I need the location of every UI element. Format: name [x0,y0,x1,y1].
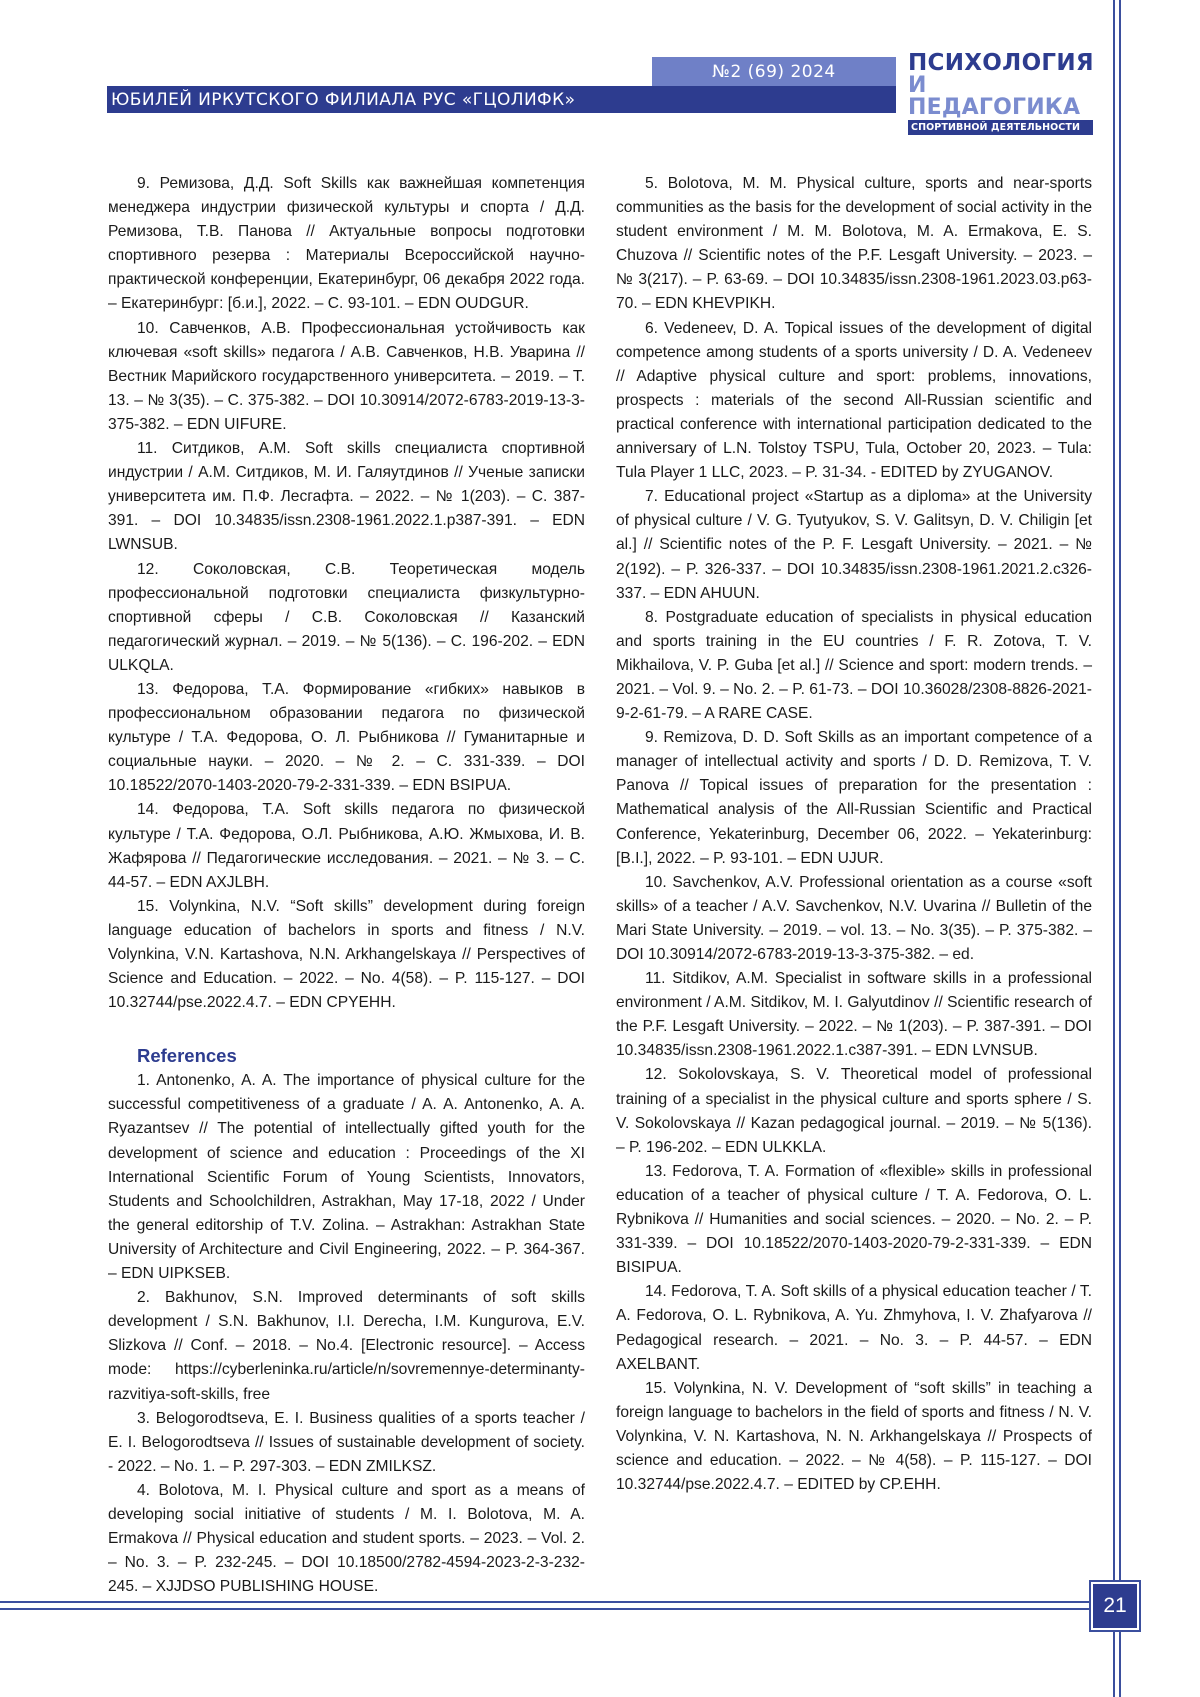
page-number: 21 [1091,1582,1139,1630]
reference-en-13: 13. Fedorova, T. A. Formation of «flexible» skills in professional education of a teacher of physical culture / T. A. Fedorova, O. L. Rybnikova // Humanities and social sciences. – 2020. – No. 2. – P. 331-339. – DOI 10.18522/2070-1403-2020-79-2-331-339. – EDN BISIPUA. [616,1162,1092,1277]
reference-en-11: 11. Sitdikov, A.M. Specialist in software skills in a professional environment / A.M. Sitdikov, M. I. Galyutdinov // Scientific research of the P.F. Lesgaft University. – 2022. – № 1(203). – P. 387-391. – DOI 10.34835/issn.2308-1961.2022.1.c387-391. – EDN LVNSUB. [616,970,1092,1060]
footer-rule-inner [0,1608,1091,1610]
reference-en-14: 14. Fedorova, T. A. Soft skills of a physical education teacher / T. A. Fedorova, O. L. Rybnikova, A. Yu. Zhmyhova, I. V. Zhafyarova // Pedagogical research. – 2021. – No. 3. – P. 44-57. – EDN AXELBANT. [616,1283,1092,1373]
reference-en-3: 3. Belogorodtseva, E. I. Business qualities of a sports teacher / E. I. Belogorodtseva // Issues of sustainable development of society. - 2022. – No. 1. – P. 297-303. – EDN ZMILKSZ. [108,1409,585,1475]
reference-ru-12: 12. Соколовская, С.В. Теоретическая модель профессиональной подготовки специалиста физкультурно-спортивной сферы / С.В. Соколовская // Казанский педагогический журнал. – 2019. – № 5(136). – С. 196-202. – EDN ULKQLA. [108,560,585,674]
reference-en-15: 15. Volynkina, N. V. Development of “soft skills” in teaching a foreign language to bachelors in the field of sports and fitness / N. V. Volynkina, V. N. Kartashova, N. N. Arkhangelskaya // Prospects of science and education. – 2022. – № 4(58). – P. 115-127. – DOI 10.32744/pse.2022.4.7. – EDITED by CP.EHH. [616,1379,1092,1494]
reference-ru-11: 11. Ситдиков, А.М. Soft skills специалиста спортивной индустрии / А.М. Ситдиков, М. И. Галяутдинов // Ученые записки университета им. П.Ф. Лесгафта. – 2022. – № 1(203). – С. 387-391. – DOI 10.34835/issn.2308-1961.2022.1.p387-391. – EDN LWNSUB. [108,440,585,554]
reference-en-9: 9. Remizova, D. D. Soft Skills as an important competence of a manager of intellectual activity and sports / D. D. Remizova, T. V. Panova // Topical issues of preparation for the presentation : Mathematical analysis of the All-Russian Scientific and Practical Conference, Yekaterinburg, December 06, 2022. – Yekaterinburg: [B.I.], 2022. – P. 93-101. – EDN UJUR. [616,729,1092,867]
reference-en-8: 8. Postgraduate education of specialists in physical education and sports training in the EU countries / F. R. Zotova, T. V. Mikhailova, V. P. Guba [et al.] // Science and sport: modern trends. – 2021. – Vol. 9. – No. 2. – P. 61-73. – DOI 10.36028/2308-8826-2021-9-2-61-79. – A RARE CASE. [616,608,1092,723]
reference-en-12: 12. Sokolovskaya, S. V. Theoretical model of professional training of a specialist in the physical culture and sports sphere / S. V. Sokolovskaya // Kazan pedagogical journal. – 2019. – № 5(136). – P. 196-202. – EDN ULKKLA. [616,1066,1092,1156]
reference-ru-10: 10. Савченков, А.В. Профессиональная устойчивость как ключевая «soft skills» педагога / А.В. Савченков, Н.В. Уварина // Вестник Марийского государственного университета. – 2019. – Т. 13. – № 3(35). – С. 375-382. – DOI 10.30914/2072-6783-2019-13-3-375-382. – EDN UIFURE. [108,319,585,433]
left-column [108,172,585,1599]
right-margin-rule [1113,0,1115,1697]
right-margin-rule-inner [1119,0,1121,1697]
reference-en-4: 4. Bolotova, M. I. Physical culture and sport as a means of developing social initiative of students / M. I. Bolotova, M. A. Ermakova // Physical education and student sports. – 2023. – Vol. 2. – No. 3. – P. 232-245. – DOI 10.18500/2782-4594-2023-2-3-232-245. – XJJDSO PUBLISHING HOUSE. [108,1481,585,1596]
right-column [616,172,1092,1497]
section-title-bar: ЮБИЛЕЙ ИРКУТСКОГО ФИЛИАЛА РУС «ГЦОЛИФК» [107,86,896,113]
reference-en-1: 1. Antonenko, A. A. The importance of physical culture for the successful competitiveness of a graduate / A. A. Antonenko, A. A. Ryazantsev // The potential of intellectually gifted youth for the development of science and education : Proceedings of the XI International Scientific Forum of Young Scientists, Innovators, Students and Schoolchildren, Astrakhan, May 17-18, 2022 / Under the general editorship of T.V. Zolina. – Astrakhan: Astrakhan State University of Architecture and Civil Engineering, 2022. – P. 364-367. – EDN UIPKSEB. [108,1072,585,1283]
journal-logo-line1: ПСИХОЛОГИЯ [908,50,1094,76]
reference-en-5: 5. Bolotova, M. M. Physical culture, sports and near-sports communities as the basis for the development of social activity in the student environment / M. M. Bolotova, M. A. Ermakova, E. S. Chuzova // Scientific notes of the P.F. Lesgaft University. – 2023. – № 3(217). – P. 63-69. – DOI 10.34835/issn.2308-1961.2023.03.p63-70. – EDN KHEVPIKH. [616,175,1092,313]
journal-logo-line3: СПОРТИВНОЙ ДЕЯТЕЛЬНОСТИ [908,120,1093,135]
reference-en-2: 2. Bakhunov, S.N. Improved determinants of soft skills development / S.N. Bakhunov, I.I. Derecha, I.M. Kungurova, E.V. Slizkova // Conf. – 2018. – No.4. [Electronic resource]. – Access mode: https://cyberleninka.ru/article/n/sovremennye-determinanty-razvitiya-soft-skills, free [108,1289,585,1403]
reference-en-7: 7. Educational project «Startup as a diploma» at the University of physical culture / V. G. Tyutyukov, S. V. Galitsyn, D. V. Chiligin [et al.] // Scientific notes of the P. F. Lesgaft University. – 2021. – № 2(192). – P. 326-337. – DOI 10.34835/issn.2308-1961.2021.2.c326-337. – EDN AHUUN. [616,488,1092,602]
reference-ru-9: 9. Ремизова, Д.Д. Soft Skills как важнейшая компетенция менеджера индустрии физической культуры и спорта / Д.Д. Ремизова, Т.В. Панова // Актуальные вопросы подготовки спортивного резерва : Материалы Всероссийской научно-практической конференции, Екатеринбург, 06 декабря 2022 года. – Екатеринбург: [б.и.], 2022. – С. 93-101. – EDN OUDGUR. [108,175,585,313]
references-heading: References [137,1045,237,1067]
journal-logo-line2: И ПЕДАГОГИКА [908,73,1081,120]
reference-en-6: 6. Vedeneev, D. A. Topical issues of the development of digital competence among students of a sports university / D. A. Vedeneev // Adaptive physical culture and sport: problems, innovations, prospects : materials of the second All-Russian scientific and practical conference with international participation dedicated to the anniversary of L.N. Tolstoy TSPU, Tula, October 20, 2023. – Tula: Tula Player 1 LLC, 2023. – P. 31-34. - EDITED by ZYUGANOV. [616,319,1092,482]
journal-logo [908,51,1093,135]
reference-en-10: 10. Savchenkov, A.V. Professional orientation as a course «soft skills» of a teacher / A.V. Savchenkov, N.V. Uvarina // Bulletin of the Mari State University. – 2019. – vol. 13. – No. 3(35). – P. 375-382. – DOI 10.30914/2072-6783-2019-13-3-375-382. – ed. [616,873,1092,963]
reference-ru-14: 14. Федорова, Т.А. Soft skills педагога по физической культуре / Т.А. Федорова, О.Л. Рыбникова, А.Ю. Жмыхова, И. В. Жафярова // Педагогические исследования. – 2021. – № 3. – С. 44-57. – EDN AXJLBH. [108,801,585,891]
footer-rule [0,1601,1091,1603]
reference-ru-13: 13. Федорова, Т.А. Формирование «гибких» навыков в профессиональном образовании педагога по физической культуре / Т.А. Федорова, О. Л. Рыбникова // Гуманитарные и социальные науки. – 2020. – № 2. – С. 331-339. – DOI 10.18522/2070-1403-2020-79-2-331-339. – EDN BSIPUA. [108,680,585,795]
issue-number-bar: №2 (69) 2024 [652,57,896,86]
reference-ru-15: 15. Volynkina, N.V. “Soft skills” development during foreign language education of bachelors in sports and fitness / N.V. Volynkina, V.N. Kartashova, N.N. Arkhangelskaya // Perspectives of Science and Education. – 2022. – No. 4(58). – P. 115-127. – DOI 10.32744/pse.2022.4.7. – EDN CPYEHH. [108,897,585,1012]
